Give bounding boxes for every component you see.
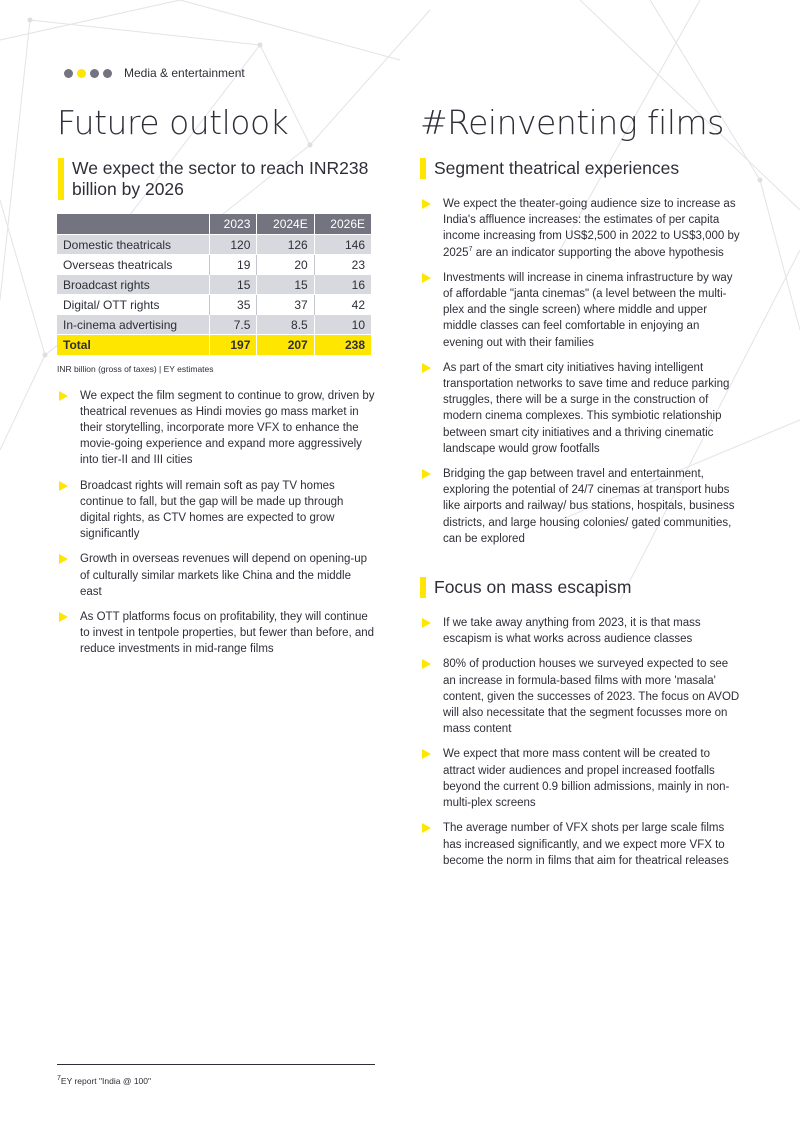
bullet-arrow-icon xyxy=(59,554,68,564)
list-item xyxy=(420,656,740,737)
bullet-arrow-icon xyxy=(422,273,431,283)
bullet-text: We expect the film segment to continue to grow, driven by theatrical revenues as Hindi movies go mass market in their storytelling, incorporate more VFX to enhance the movie-going experience and expand more aggressively into tier-II and III cities xyxy=(80,389,375,467)
table-row xyxy=(57,315,371,335)
footnote-reference: 7 xyxy=(468,245,473,253)
table-cell: Total xyxy=(57,335,209,355)
table-cell: Broadcast rights xyxy=(57,275,209,295)
list-item xyxy=(420,466,740,547)
header-dot-icon xyxy=(90,69,99,78)
right-column xyxy=(420,100,740,878)
bullet-text: If we take away anything from 2023, it is that mass escapism is what works across audience classes xyxy=(443,617,701,646)
section-heading-mass-escapism: Focus on mass escapism xyxy=(420,577,740,598)
left-column xyxy=(57,100,375,667)
section-heading-theatrical: Segment theatrical experiences xyxy=(420,158,740,179)
escapism-bullet-list xyxy=(420,615,740,869)
header-dot-icon xyxy=(77,69,86,78)
footnote xyxy=(57,1076,151,1086)
bullet-text: We expect the theater-going audience size to increase as India's affluence increases: the estimates of per capita income increasing from US$2,500 in 2022 to US$3,000 by 2025 xyxy=(443,198,740,259)
table-cell: 37 xyxy=(257,295,314,315)
bullet-text: As part of the smart city initiatives having intelligent transportation networks to save time and reduce parking struggles, there will be a surge in the construction of modern cinema complexes. This symbiotic relationship between smart city initiatives and a thriving cinematic landscape would grow footfalls xyxy=(443,361,730,455)
mass-escapism-section xyxy=(420,577,740,869)
table-source-note: INR billion (gross of taxes) | EY estimates xyxy=(57,363,214,374)
table-cell: 20 xyxy=(257,255,314,275)
table-row xyxy=(57,255,371,275)
table-header-cell: 2024E xyxy=(257,214,314,235)
bullet-arrow-icon xyxy=(59,612,68,622)
bullet-text: 80% of production houses we surveyed expected to see an increase in formula-based films with more 'masala' content, given the successes of 2023. The focus on AVOD will also necessitate that the segment focusses more on mass content xyxy=(443,658,740,736)
bullet-text: Growth in overseas revenues will depend on opening-up of culturally similar markets like China and the middle east xyxy=(80,553,368,598)
page-title-future-outlook: Future outlook xyxy=(57,103,289,142)
table-row xyxy=(57,235,371,255)
header-dot-icon xyxy=(103,69,112,78)
table-subheading: We expect the sector to reach INR238 billion by 2026 xyxy=(58,158,375,200)
bullet-arrow-icon xyxy=(422,363,431,373)
table-cell: 15 xyxy=(209,275,257,295)
table-cell: 15 xyxy=(257,275,314,295)
bullet-arrow-icon xyxy=(422,618,431,628)
bullet-arrow-icon xyxy=(422,823,431,833)
table-cell: 207 xyxy=(257,335,314,355)
table-header-cell xyxy=(57,214,209,235)
bullet-arrow-icon xyxy=(422,199,431,209)
list-item xyxy=(57,388,375,469)
table-cell: 16 xyxy=(314,275,371,295)
footnote-text: EY report "India @ 100" xyxy=(60,1076,152,1086)
bullet-arrow-icon xyxy=(59,481,68,491)
table-cell: 7.5 xyxy=(209,315,257,335)
bullet-text: The average number of VFX shots per large scale films has increased significantly, and we expect more VFX to become the norm in films that aim for theatrical releases xyxy=(443,822,729,867)
table-cell: 23 xyxy=(314,255,371,275)
list-item xyxy=(420,820,740,869)
table-row xyxy=(57,275,371,295)
footnote-divider xyxy=(57,1064,375,1065)
table-cell: In-cinema advertising xyxy=(57,315,209,335)
list-item xyxy=(420,196,740,261)
table-cell: 42 xyxy=(314,295,371,315)
section-label: Media & entertainment xyxy=(124,66,245,80)
bullet-arrow-icon xyxy=(59,391,68,401)
bullet-text: We expect that more mass content will be created to attract wider audiences and propel increased footfalls beyond the current 0.9 billion admissions, mainly in non-multi-plex screens xyxy=(443,748,730,810)
bullet-arrow-icon xyxy=(422,469,431,479)
table-row xyxy=(57,295,371,315)
list-item xyxy=(57,478,375,543)
table-header-cell: 2023 xyxy=(209,214,257,235)
table-cell: 35 xyxy=(209,295,257,315)
list-item xyxy=(57,551,375,600)
table-cell: 19 xyxy=(209,255,257,275)
table-header-cell: 2026E xyxy=(314,214,371,235)
list-item xyxy=(420,270,740,351)
table-cell: Overseas theatricals xyxy=(57,255,209,275)
table-cell: 126 xyxy=(257,235,314,255)
table-cell: 10 xyxy=(314,315,371,335)
table-header-row xyxy=(57,214,371,235)
revenue-table xyxy=(57,214,371,355)
table-cell: 238 xyxy=(314,335,371,355)
table-cell: 197 xyxy=(209,335,257,355)
bullet-arrow-icon xyxy=(422,749,431,759)
table-cell: 146 xyxy=(314,235,371,255)
page-header xyxy=(64,66,245,80)
table-cell: 120 xyxy=(209,235,257,255)
bullet-arrow-icon xyxy=(422,659,431,669)
table-total-row xyxy=(57,335,371,355)
bullet-text: As OTT platforms focus on profitability, they will continue to invest in tentpole properties, but fewer than before, and reduce investments in mid-range films xyxy=(80,610,375,656)
bullet-text: Bridging the gap between travel and entertainment, exploring the potential of 24/7 cinemas at transport hubs like airports and railway/ bus stations, hospitals, business districts, and large housing colonies/ gated communities, can be explored xyxy=(443,468,735,545)
bullet-text: Broadcast rights will remain soft as pay TV homes continue to fall, but the gap will be made up through digital rights, as CTV homes are expected to grow significantly xyxy=(80,479,344,541)
list-item xyxy=(57,609,375,658)
table-cell: 8.5 xyxy=(257,315,314,335)
list-item xyxy=(420,360,740,457)
header-dot-icon xyxy=(64,69,73,78)
theatrical-bullet-list xyxy=(420,196,740,547)
table-cell: Domestic theatricals xyxy=(57,235,209,255)
bullet-text: are an indicator supporting the above hypothesis xyxy=(472,246,724,259)
footnote-number: 7 xyxy=(57,1075,61,1083)
page-title-reinventing-films: #Reinventing films xyxy=(420,103,724,142)
bullet-text: Investments will increase in cinema infrastructure by way of affordable "janta cinemas" (a level between the multi-plex and the single screen) where middle and upper middle classes can feel comfortable in enjoying an evening out with their families xyxy=(443,271,733,349)
outlook-bullet-list xyxy=(57,388,375,658)
list-item xyxy=(420,746,740,811)
table-cell: Digital/ OTT rights xyxy=(57,295,209,315)
list-item xyxy=(420,615,740,647)
